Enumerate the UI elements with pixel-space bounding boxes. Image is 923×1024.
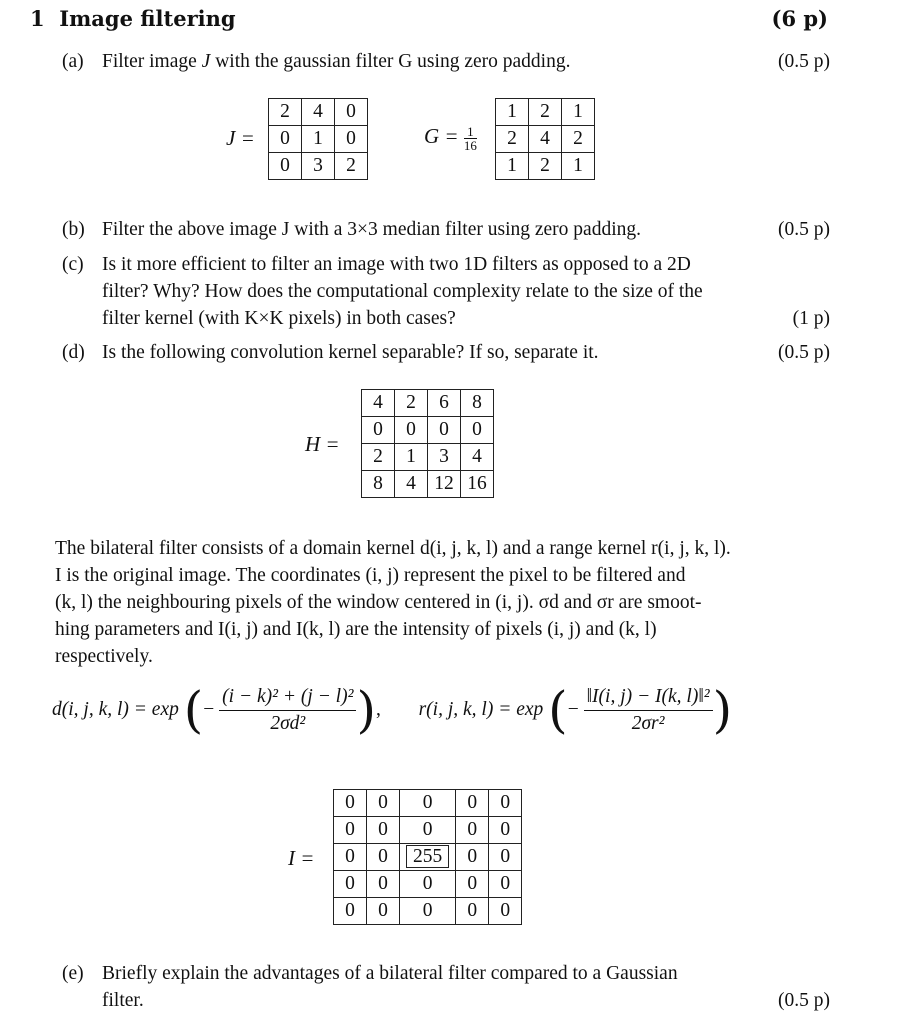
matrix-g-cell: 1: [496, 99, 529, 126]
matrix-i-cell: 0: [400, 871, 456, 898]
question-d-points: (0.5 p): [778, 342, 830, 363]
matrix-h-cell: 2: [395, 390, 428, 417]
matrix-j-cell: 0: [269, 153, 302, 180]
matrix-g-label-text: G =: [424, 124, 459, 148]
matrix-h-cell: 1: [395, 444, 428, 471]
matrix-g: [495, 98, 595, 180]
matrix-g-cell: 2: [529, 153, 562, 180]
paren-open: (: [183, 681, 204, 739]
matrix-j-cell: 0: [269, 126, 302, 153]
matrix-h: [361, 389, 494, 498]
matrix-i-cell: 0: [489, 844, 522, 871]
range-minus: −: [567, 699, 579, 720]
section-heading: [30, 6, 236, 31]
matrix-i-cell: 0: [400, 817, 456, 844]
matrix-j-cell: 3: [302, 153, 335, 180]
bilateral-description: [55, 535, 830, 670]
matrix-i-cell: 0: [456, 790, 489, 817]
paren-open-r: (: [548, 681, 568, 739]
question-a-var: J: [201, 51, 211, 72]
formula-separator: ,: [375, 699, 381, 720]
matrix-i-cell: 0: [367, 898, 400, 925]
matrix-j-cell: 0: [335, 126, 368, 153]
matrix-g-scale-den: 16: [463, 137, 477, 153]
question-e-points: (0.5 p): [778, 990, 830, 1011]
question-b-text: Filter the above image J with a 3×3 median filter using zero padding.: [102, 219, 641, 240]
matrix-i-cell: 0: [489, 790, 522, 817]
matrix-i-cell: 0: [489, 871, 522, 898]
range-kernel-numerator: ‖I(i, j) − I(k, l)‖²: [584, 686, 713, 711]
question-c-line1: Is it more efficient to filter an image with two 1D filters as opposed to a 2D: [102, 254, 691, 275]
question-a: [0, 48, 923, 76]
section-points: (6 p): [771, 6, 828, 31]
range-kernel-denominator: 2σr²: [631, 712, 665, 734]
bilateral-line5: respectively.: [55, 646, 153, 667]
section-number: 1: [30, 6, 45, 31]
matrix-h-row: [362, 417, 494, 444]
matrix-i-cell: 0: [456, 844, 489, 871]
matrix-j-cell: 2: [335, 153, 368, 180]
question-a-text: [102, 48, 830, 75]
matrix-h-label: H =: [305, 432, 340, 456]
matrix-g-scale-num: 1: [464, 125, 477, 139]
question-c-line3: filter kernel (with K×K pixels) in both cases?: [102, 308, 456, 329]
matrix-j-label: J =: [226, 126, 255, 150]
question-e-line2: filter.: [102, 990, 144, 1011]
matrix-j-cell: 2: [269, 99, 302, 126]
domain-kernel-lhs: d(i, j, k, l) = exp: [52, 699, 179, 720]
matrix-i-cell: 0: [334, 871, 367, 898]
matrix-h-row: [362, 390, 494, 417]
matrix-g-row: [496, 126, 595, 153]
matrix-i-row: [334, 844, 522, 871]
matrix-j-row: [269, 126, 368, 153]
matrix-i-row: [334, 817, 522, 844]
matrix-g-row: [496, 153, 595, 180]
question-c-label: (c): [62, 254, 84, 275]
matrix-i-row: [334, 898, 522, 925]
bilateral-line2: I is the original image. The coordinates (i, j) represent the pixel to be filtered and: [55, 565, 686, 586]
bilateral-formulas: [52, 681, 852, 749]
question-d-text: Is the following convolution kernel separable? If so, separate it.: [102, 342, 599, 363]
paren-close-r: ): [712, 681, 733, 739]
matrix-i-label: I =: [288, 846, 315, 870]
bilateral-line3: (k, l) the neighbouring pixels of the window centered in (i, j). σd and σr are smoot-: [55, 592, 702, 613]
matrix-h-cell: 4: [395, 471, 428, 498]
highlighted-pixel: 255: [406, 845, 449, 868]
matrix-i-cell: 0: [367, 817, 400, 844]
matrix-h-cell: 8: [362, 471, 395, 498]
matrix-h-cell: 6: [428, 390, 461, 417]
matrix-h-cell: 16: [461, 471, 494, 498]
question-b-label: (b): [62, 219, 85, 240]
matrix-j-cell: 0: [335, 99, 368, 126]
question-c-line2: filter? Why? How does the computational complexity relate to the size of the: [102, 281, 703, 302]
matrix-j-row: [269, 153, 368, 180]
matrix-g-cell: 4: [529, 126, 562, 153]
matrix-h-cell: 4: [362, 390, 395, 417]
matrix-g-cell: 1: [562, 153, 595, 180]
matrix-j: [268, 98, 368, 180]
matrix-h-cell: 0: [395, 417, 428, 444]
matrix-j-cell: 1: [302, 126, 335, 153]
matrix-g-cell: 2: [496, 126, 529, 153]
matrix-i-cell: 0: [489, 898, 522, 925]
question-a-text-pre: Filter image: [102, 51, 202, 72]
question-c-points: (1 p): [792, 308, 830, 329]
question-e: [0, 960, 923, 1016]
matrix-h-cell: 3: [428, 444, 461, 471]
matrix-h-cell: 0: [461, 417, 494, 444]
matrix-i-cell: 0: [367, 790, 400, 817]
domain-minus: −: [203, 699, 215, 720]
matrix-i-row: [334, 790, 522, 817]
matrix-h-cell: 2: [362, 444, 395, 471]
matrix-h-cell: 0: [362, 417, 395, 444]
bilateral-line4: hing parameters and I(i, j) and I(k, l) are the intensity of pixels (i, j) and (k, l): [55, 619, 657, 640]
question-e-line1: Briefly explain the advantages of a bilateral filter compared to a Gaussian: [102, 963, 678, 984]
question-a-text-post: with the gaussian filter G using zero padding.: [210, 51, 571, 72]
matrix-g-row: [496, 99, 595, 126]
matrix-g-label: [424, 124, 477, 152]
matrix-g-scale: [464, 125, 477, 152]
matrix-h-cell: 0: [428, 417, 461, 444]
matrix-h-row: [362, 444, 494, 471]
question-d-label: (d): [62, 342, 85, 363]
domain-kernel-numerator: (i − k)² + (j − l)²: [219, 686, 356, 711]
matrix-j-row: [269, 99, 368, 126]
section-title: Image filtering: [59, 6, 236, 31]
matrix-g-cell: 2: [562, 126, 595, 153]
matrix-i-cell: 0: [334, 790, 367, 817]
question-a-label: (a): [62, 51, 84, 72]
paren-close: ): [356, 681, 376, 739]
matrix-i-cell: 0: [456, 871, 489, 898]
question-b-points: (0.5 p): [778, 219, 830, 240]
matrix-i-cell: [400, 844, 456, 871]
matrix-i-cell: 0: [456, 898, 489, 925]
matrix-i: [333, 789, 522, 925]
domain-kernel-denominator: 2σd²: [270, 712, 306, 734]
matrix-i-cell: 0: [400, 790, 456, 817]
matrix-i-cell: 0: [334, 898, 367, 925]
bilateral-line1: The bilateral filter consists of a domain kernel d(i, j, k, l) and a range kernel r(i, j, k, l).: [55, 538, 731, 559]
matrix-g-cell: 2: [529, 99, 562, 126]
range-kernel-fraction: [584, 686, 713, 735]
matrix-i-cell: 0: [456, 817, 489, 844]
matrix-i-cell: 0: [334, 817, 367, 844]
matrix-i-row: [334, 871, 522, 898]
matrix-g-cell: 1: [562, 99, 595, 126]
matrix-i-cell: 0: [334, 844, 367, 871]
matrix-h-row: [362, 471, 494, 498]
matrix-i-cell: 0: [367, 844, 400, 871]
matrix-g-cell: 1: [496, 153, 529, 180]
range-kernel-lhs: r(i, j, k, l) = exp: [418, 699, 544, 720]
question-c-text: [102, 251, 830, 332]
matrix-h-cell: 12: [428, 471, 461, 498]
question-e-text: [102, 960, 830, 1014]
matrix-i-cell: 0: [489, 817, 522, 844]
question-e-label: (e): [62, 963, 84, 984]
matrix-h-cell: 8: [461, 390, 494, 417]
matrix-j-cell: 4: [302, 99, 335, 126]
domain-kernel-fraction: [219, 686, 356, 735]
question-c: [0, 251, 923, 333]
matrix-h-cell: 4: [461, 444, 494, 471]
question-a-points: (0.5 p): [778, 51, 830, 72]
matrix-i-cell: 0: [400, 898, 456, 925]
matrix-i-cell: 0: [367, 871, 400, 898]
